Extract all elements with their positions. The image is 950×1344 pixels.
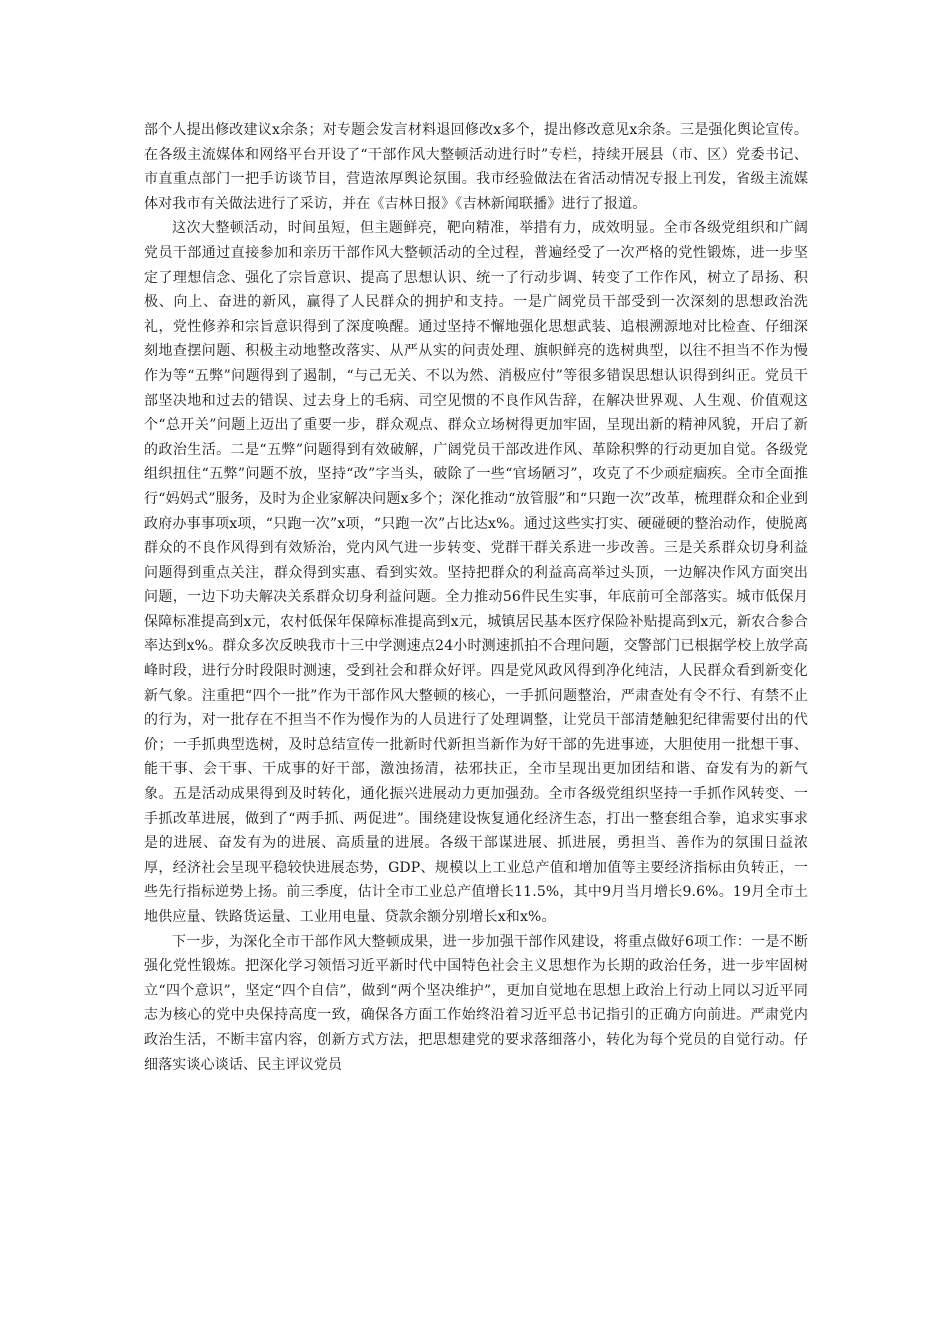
paragraph-results: 这次大整顿活动，时间虽短，但主题鲜亮，靶向精准，举措有力，成效明显。全市各级党组织和广阔党员干部通过直接参加和亲历干部作风大整顿活动的全过程，普遍经受了一次严格的党性锻炼，进一步坚定了理想信念、强化了宗旨意识、提高了思想认识、统一了行动步调、转变了工作作风，树立了昂扬、积极、向上、奋进的新风，赢得了人民群众的拥护和支持。一是广阔党员干部受到一次深刻的思想政治洗礼，党性修养和宗旨意识得到了深度唤醒。通过坚持不懈地强化思想武装、追根溯源地对比检查、仔细深刻地查摆问题、积极主动地整改落实、从严从实的问责处理、旗帜鲜亮的选树典型，以往不担当不作为慢作为等“五弊”问题得到了遏制，“与己无关、不以为然、消极应付”等很多错误思想认识得到纠正。党员干部坚决地和过去的错误、过去身上的毛病、司空见惯的不良作风告辞，在解决世界观、人生观、价值观这个“总开关”问题上迈出了重要一步，群众观点、群众立场树得更加牢固，呈现出新的精神风貌，开启了新的政治生活。二是“五弊”问题得到有效破解，广阔党员干部改进作风、革除积弊的行动更加自觉。各级党组织扭住“五弊”问题不放，坚持“改”字当头，破除了一些“官场陋习”，攻克了不少顽症痼疾。全市全面推行“妈妈式”服务，及时为企业家解决问题x多个；深化推动“放管服”和“只跑一次”改革，梳理群众和企业到政府办事事项x项，“只跑一次”x项，“只跑一次”占比达x%。通过这些实打实、硬碰硬的整治动作，使脱离群众的不良作风得到有效矫治，党内风气进一步转变、党群干群关系进一步改善。三是关系群众切身利益问题得到重点关注，群众得到实惠、看到实效。坚持把群众的利益高高举过头顶，一边解决作风方面突出问题，一边下功夫解决关系群众切身利益问题。全力推动56件民生实事，年底前可全部落实。城市低保月保障标准提高到x元，农村低保年保障标准提高到x元，城镇居民基本医疗保险补贴提高到x元，新农合参合率达到x%。群众多次反映我市十三中学测速点24小时测速抓拍不合理问题，交警部门已根据学校上放学高峰时段，进行分时段限时测速，受到社会和群众好评。四是党风政风得到净化纯洁，人民群众看到新变化新气象。注重把“四个一批”作为干部作风大整顿的核心，一手抓问题整治，严肃查处有令不行、有禁不止的行为，对一批存在不担当不作为慢作为的人员进行了处理调整，让党员干部清楚触犯纪律需要付出的代价；一手抓典型选树，及时总结宣传一批新时代新担当新作为好干部的先进事迹，大胆使用一批想干事、能干事、会干事、干成事的好干部，激浊扬清，祛邪扶正，全市呈现出更加团结和谐、奋发有为的新气象。五是活动成果得到及时转化，通化振兴进展动力更加强劲。全市各级党组织坚持一手抓作风转变、一手抓改革进展，做到了“两手抓、两促进”。围绕建设恢复通化经济生态，打出一整套组合拳，追求实事求是的进展、奋发有为的进展、高质量的进展。各级干部谋进展、抓进展，勇担当、善作为的氛围日益浓厚，经济社会呈现平稳较快进展态势，GDP、规模以上工业总产值和增加值等主要经济指标由负转正，一些先行指标逆势上扬。前三季度，估计全市工业总产值增长11.5%，其中9月当月增长9.6%。19月全市土地供应量、铁路货运量、工业用电量、贷款余额分别增长x和x%。 [144,220,808,925]
document-body [144,118,808,1077]
paragraph-continuation: 部个人提出修改建议x余条；对专题会发言材料退回修改x多个，提出修改意见x余条。三是强化舆论宣传。在各级主流媒体和网络平台开设了“干部作风大整顿活动进行时”专栏，持续开展县（市、区）党委书记、市直重点部门一把手访谈节目，营造浓厚舆论氛围。我市经验做法在省活动情况专报上刊发，省级主流媒体对我市有关做法进行了采访，并在《吉林日报》《吉林新闻联播》进行了报道。 [144,122,808,212]
paragraph-next-steps: 下一步，为深化全市干部作风大整顿成果，进一步加强干部作风建设，将重点做好6项工作：一是不断强化党性锻炼。把深化学习领悟习近平新时代中国特色社会主义思想作为长期的政治任务，进一步牢固树立“四个意识”，坚定“四个自信”，做到“两个坚决维护”，更加自觉地在思想上政治上行动上同以习近平同志为核心的党中央保持高度一致，确保各方面工作始终沿着习近平总书记指引的正确方向前进。严肃党内政治生活，不断丰富内容，创新方式方法，把思想建党的要求落细落小，转化为每个党员的自觉行动。仔细落实谈心谈话、民主评议党员 [144,933,808,1073]
